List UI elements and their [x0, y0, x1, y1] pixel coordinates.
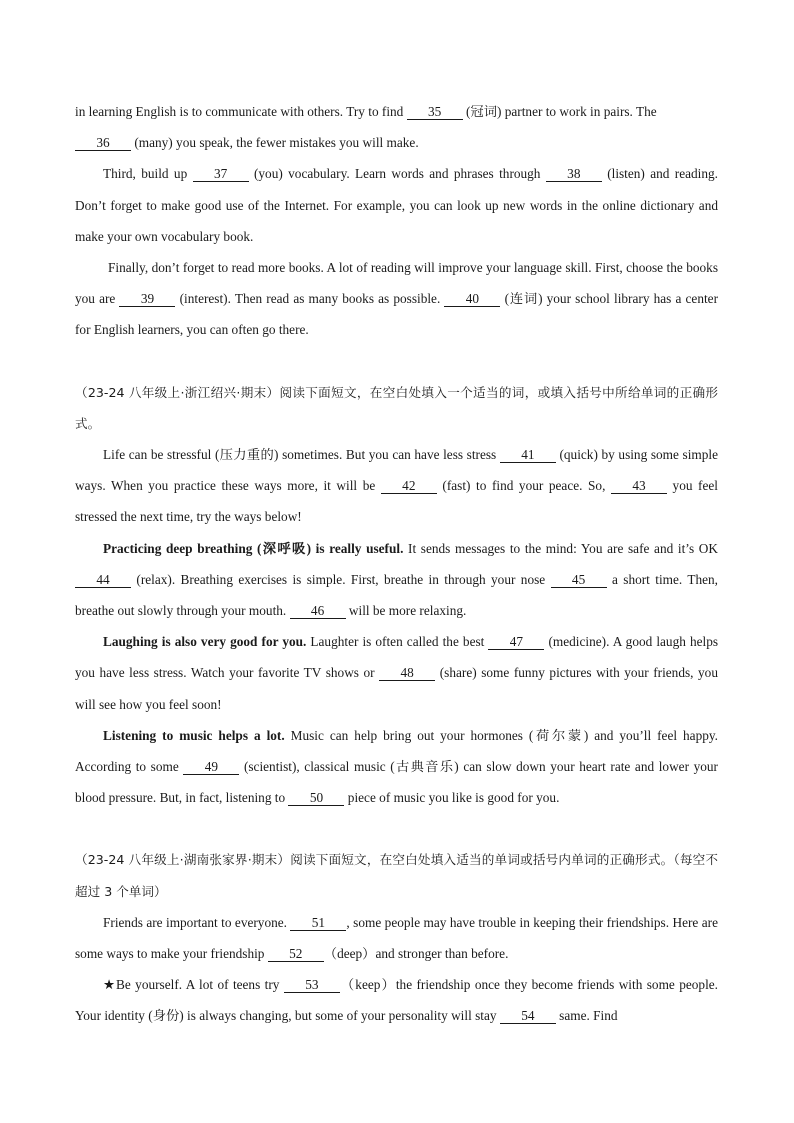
blank-39[interactable]: 39 — [119, 292, 175, 307]
blank-49[interactable]: 49 — [183, 760, 239, 775]
paragraph-breathing: Practicing deep breathing (深呼吸) is really useful. It sends messages to the mind: You are safe and it’s OK 44 (relax). Breathing exercises is simple. First, breathe in through your nose 45 a short time. Then, breathe out slowly through your mouth. 46 will be more relaxing. — [75, 540, 719, 619]
blank-51[interactable]: 51 — [290, 916, 346, 931]
section-heading-zhangjiajie: （23-24 八年级上·湖南张家界·期末）阅读下面短文，在空白处填入适当的单词或括号内单词的正确形式。（每空不超过 3 个单词） — [75, 852, 718, 899]
blank-41[interactable]: 41 — [500, 448, 556, 463]
blank-44[interactable]: 44 — [75, 573, 131, 588]
blank-45[interactable]: 45 — [551, 573, 607, 588]
blank-40[interactable]: 40 — [444, 292, 500, 307]
paragraph-be-yourself: ★Be yourself. A lot of teens try 53 （keep）the friendship once they become friends with some people. Your identity (身份) is always changing, but some of your personality will stay 54 same. Find — [75, 977, 718, 1024]
blank-38[interactable]: 38 — [546, 167, 602, 182]
paragraph-stress: Life can be stressful (压力重的) sometimes. But you can have less stress 41 (quick) by using some simple ways. When you practice these ways more, it will be 42 (fast) to find your peace. So, 43 you feel stressed the next time, try the ways below! — [75, 447, 718, 525]
paragraph-third: Third, build up 37 (you) vocabulary. Learn words and phrases through 38 (listen) and reading. Don’t forget to make good use of the Internet. For example, you can look up new words in the online dictionary and make your own vocabulary book. — [75, 166, 718, 244]
blank-42[interactable]: 42 — [381, 479, 437, 494]
paragraph-finally: Finally, don’t forget to read more books. A lot of reading will improve your language skill. First, choose the books you are 39 (interest). Then read as many books as possible. 40 (连词) your school library has a center for English learners, you can often go there. — [75, 260, 718, 338]
blank-47[interactable]: 47 — [488, 635, 544, 650]
blank-52[interactable]: 52 — [268, 947, 324, 962]
paragraph-36: 36 (many) you speak, the fewer mistakes you will make. — [75, 127, 718, 158]
blank-37[interactable]: 37 — [193, 167, 249, 182]
section-heading-shaoxing: （23-24 八年级上·浙江绍兴·期末）阅读下面短文，在空白处填入一个适当的词，或填入括号中所给单词的正确形式。 — [75, 384, 718, 431]
blank-35[interactable]: 35 — [407, 105, 463, 120]
blank-48[interactable]: 48 — [379, 666, 435, 681]
document-page — [75, 96, 718, 1032]
paragraph-continuation: in learning English is to communicate with others. Try to find 35 (冠词) partner to work in pairs. The — [75, 104, 657, 119]
paragraph-friends: Friends are important to everyone. 51 , some people may have trouble in keeping their friendships. Here are some ways to make your friendship 52 （deep）and stronger than before. — [75, 914, 718, 962]
blank-36[interactable]: 36 — [75, 136, 131, 151]
blank-43[interactable]: 43 — [611, 479, 667, 494]
paragraph-music: Listening to music helps a lot. Music can help bring out your hormones (荷尔蒙) and you’ll feel happy. According to some 49 (scientist), classical music (古典音乐) can slow down your heart rate and lower your blood pressure. But, in fact, listening to 50 piece of music you like is good for you. — [75, 727, 718, 806]
blank-46[interactable]: 46 — [290, 604, 346, 619]
blank-50[interactable]: 50 — [288, 791, 344, 806]
blank-53[interactable]: 53 — [284, 978, 340, 993]
blank-54[interactable]: 54 — [500, 1009, 556, 1024]
paragraph-laughing: Laughing is also very good for you. Laughter is often called the best 47 (medicine). A good laugh helps you have less stress. Watch your favorite TV shows or 48 (share) some funny pictures with your friends, you will see how you feel soon! — [75, 634, 719, 712]
